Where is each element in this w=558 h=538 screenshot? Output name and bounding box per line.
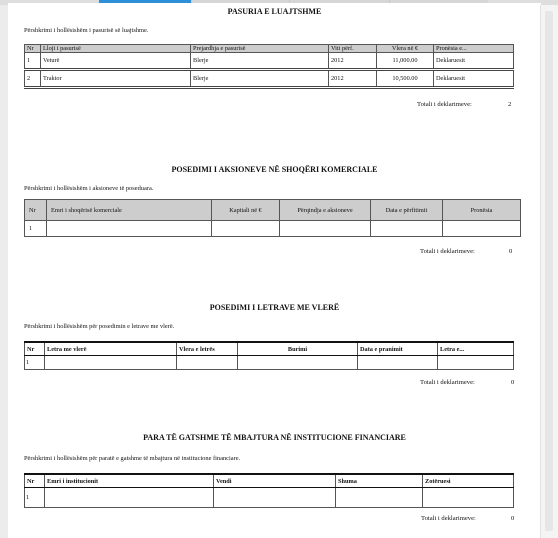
column-header: Pronësia e... [434, 45, 514, 53]
section-intro: Përshkrimi i hollësishëm i aksioneve të poseduara. [24, 185, 154, 192]
column-header: Letra me vlerë [45, 342, 177, 356]
table-cell: 11,000.00 [377, 53, 434, 70]
total-label: Totali i deklarimeve: [417, 101, 472, 108]
scrollbar-thumb[interactable] [545, 11, 553, 531]
column-header: Përqindja e aksioneve [280, 200, 371, 221]
column-header: Emri i shoqërisë komerciale [47, 200, 212, 221]
table-row [25, 356, 514, 370]
table-cell [45, 488, 214, 508]
cash-table [24, 473, 514, 508]
total-value: 0 [511, 379, 515, 386]
table-header-row [25, 474, 514, 488]
table-cell: 1 [25, 221, 47, 237]
total-label: Totali i deklarimeve: [420, 248, 475, 255]
column-header: Nr [25, 474, 45, 488]
column-header: Nr [25, 342, 45, 356]
section-title-shares: POSEDIMI I AKSIONEVE NË SHOQËRI KOMERCIALE [171, 165, 378, 174]
column-header: Nr [25, 45, 41, 53]
table-cell: Traktor [41, 70, 191, 88]
table-cell: 2012 [329, 53, 377, 70]
column-header: Emri i institucionit [45, 474, 214, 488]
table-cell [423, 488, 514, 508]
column-header: Prejardhja e pasurisë [191, 45, 329, 53]
table-header-row [25, 342, 514, 356]
column-header: Nr [25, 200, 47, 221]
section-intro: Përshkrimi i hollësishëm i pasurisë së luajtshme. [24, 27, 149, 34]
column-header: Shuma [336, 474, 423, 488]
table-cell: 2 [25, 70, 41, 88]
table-cell: 1 [25, 53, 41, 70]
section-title-securities: POSEDIMI I LETRAVE ME VLERË [209, 303, 340, 312]
table-header-row [25, 200, 521, 221]
total-label: Totali i deklarimeve: [421, 515, 476, 522]
vertical-scrollbar[interactable] [540, 5, 558, 538]
section-title-cash: PARA TË GATSHME TË MBAJTURA NË INSTITUCIONE FINANCIARE [143, 433, 406, 442]
table-cell [358, 356, 438, 370]
table-cell: Deklaruesit [434, 70, 514, 88]
table-cell: 1 [25, 488, 45, 508]
column-header: Viti përf. [329, 45, 377, 53]
table-cell [443, 221, 521, 237]
table-cell [214, 488, 336, 508]
table-cell: Deklaruesit [434, 53, 514, 70]
total-value: 2 [508, 101, 512, 108]
table-row [25, 221, 521, 237]
column-header: Zotëruesi [423, 474, 514, 488]
table-cell [212, 221, 280, 237]
column-header: Vendi [214, 474, 336, 488]
column-header: Burimi [238, 342, 358, 356]
table-row [25, 53, 514, 70]
column-header: Vlera e letrës [177, 342, 238, 356]
table-header-row [25, 45, 514, 53]
section-intro: Përshkrimi i hollësishëm për posedimin e letrave me vlerë. [24, 323, 175, 330]
table-cell [438, 356, 514, 370]
column-header: Vlera në € [377, 45, 434, 53]
table-cell [280, 221, 371, 237]
document-page [8, 3, 541, 538]
table-cell: Blerje [191, 53, 329, 70]
table-cell: Veturë [41, 53, 191, 70]
table-row [25, 70, 514, 88]
column-header: Letra e... [438, 342, 514, 356]
column-header: Data e përfitimit [371, 200, 443, 221]
table-cell: Blerje [191, 70, 329, 88]
table-cell [371, 221, 443, 237]
column-header: Lloji i pasurisë [41, 45, 191, 53]
shares-table [24, 199, 521, 237]
table-cell [336, 488, 423, 508]
section-intro: Përshkrimi i hollësishëm për paratë e gatshme të mbajtura në institucione financiare. [24, 455, 241, 462]
total-value: 0 [509, 248, 513, 255]
section-title-movable-assets: PASURIA E LUAJTSHME [227, 7, 322, 16]
table-cell [177, 356, 238, 370]
table-cell: 2012 [329, 70, 377, 88]
table-cell: 1 [25, 356, 45, 370]
securities-table [24, 341, 514, 370]
column-header: Kapitali në € [212, 200, 280, 221]
table-cell [45, 356, 177, 370]
column-header: Pronësia [443, 200, 521, 221]
movable-assets-table [24, 44, 514, 89]
column-header: Data e pranimit [358, 342, 438, 356]
table-cell [47, 221, 212, 237]
table-cell [238, 356, 358, 370]
total-value: 0 [511, 515, 515, 522]
table-cell: 10,500.00 [377, 70, 434, 88]
total-label: Totali i deklarimeve: [420, 379, 475, 386]
table-row [25, 488, 514, 508]
